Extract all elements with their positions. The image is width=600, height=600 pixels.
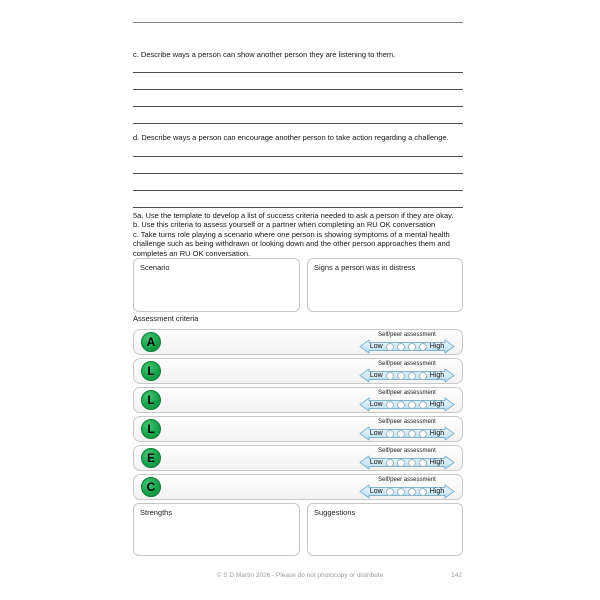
- assessment-criteria-heading: Assessment criteria: [133, 314, 199, 323]
- rating-circle[interactable]: [419, 430, 427, 438]
- high-label: High: [429, 429, 445, 437]
- rating-arrow: [359, 484, 455, 499]
- instruction-line: b. Use this criteria to assess yourself or a partner when completing an RU OK conversation: [133, 220, 436, 230]
- rating-arrow: [359, 368, 455, 383]
- question-c-label: c. Describe ways a person can show another person they are listening to them.: [133, 50, 396, 59]
- rating-scale: [357, 476, 457, 499]
- header-rule: [133, 22, 463, 23]
- rating-circle[interactable]: [419, 401, 427, 409]
- rating-circle[interactable]: [397, 372, 405, 380]
- rating-circle[interactable]: [408, 372, 416, 380]
- page-number: 142: [451, 572, 462, 579]
- rating-scale: [357, 389, 457, 412]
- assessment-row: [133, 329, 463, 355]
- instruction-line: completes an RU OK conversation.: [133, 248, 251, 258]
- self-peer-assessment-label: Self/peer assessment: [378, 419, 436, 425]
- rating-circle[interactable]: [408, 430, 416, 438]
- rating-scale: [357, 360, 457, 383]
- signs-box[interactable]: [307, 258, 463, 312]
- rating-circle[interactable]: [408, 459, 416, 467]
- instruction-line: challenge such as being withdrawn or looking down and the other person approaches them and: [133, 239, 450, 249]
- answer-line[interactable]: [133, 106, 463, 107]
- criteria-letter-badge: A: [141, 332, 161, 352]
- answer-line[interactable]: [133, 173, 463, 174]
- question-d-label: d. Describe ways a person can encourage another person to take action regarding a challenge.: [133, 133, 449, 142]
- rating-circle[interactable]: [386, 430, 394, 438]
- rating-circle[interactable]: [408, 488, 416, 496]
- assessment-row: [133, 474, 463, 500]
- criteria-letter-badge: E: [141, 448, 161, 468]
- high-label: High: [429, 487, 445, 495]
- rating-circle[interactable]: [419, 372, 427, 380]
- rating-circle[interactable]: [386, 372, 394, 380]
- rating-scale: [357, 331, 457, 354]
- assessment-row: [133, 358, 463, 384]
- task-instructions: [133, 211, 463, 258]
- criteria-letter-badge: L: [141, 419, 161, 439]
- self-peer-assessment-label: Self/peer assessment: [378, 361, 436, 367]
- rating-circle[interactable]: [408, 343, 416, 351]
- low-label: Low: [369, 371, 383, 379]
- rating-circle[interactable]: [386, 343, 394, 351]
- strengths-box[interactable]: [133, 503, 300, 556]
- rating-arrow: [359, 426, 455, 441]
- rating-options: [368, 370, 446, 381]
- instruction-line: c. Take turns role playing a scenario where one person is showing symptoms of a mental health: [133, 229, 450, 239]
- suggestions-box[interactable]: [307, 503, 463, 556]
- answer-line[interactable]: [133, 123, 463, 124]
- rating-scale: [357, 447, 457, 470]
- answer-line[interactable]: [133, 207, 463, 208]
- rating-circle[interactable]: [397, 430, 405, 438]
- rating-options: [368, 428, 446, 439]
- strengths-box-label: Strengths: [140, 508, 173, 517]
- criteria-letter-badge: C: [141, 477, 161, 497]
- footer-copyright: © S D Martin 2026 - Please do not photocopy or distribute: [216, 572, 384, 579]
- low-label: Low: [369, 342, 383, 350]
- answer-line[interactable]: [133, 89, 463, 90]
- low-label: Low: [369, 487, 383, 495]
- assessment-rows: [133, 329, 463, 503]
- scenario-box[interactable]: [133, 258, 300, 312]
- self-peer-assessment-label: Self/peer assessment: [378, 390, 436, 396]
- scenario-box-label: Scenario: [140, 263, 170, 272]
- rating-circle[interactable]: [397, 488, 405, 496]
- rating-circle[interactable]: [408, 401, 416, 409]
- rating-circle[interactable]: [397, 459, 405, 467]
- instruction-line: 5a. Use the template to develop a list of success criteria needed to ask a person if they are okay.: [133, 211, 454, 220]
- low-label: Low: [369, 458, 383, 466]
- page-content: [133, 0, 463, 600]
- rating-options: [368, 341, 446, 352]
- answer-line[interactable]: [133, 72, 463, 73]
- rating-options: [368, 486, 446, 497]
- rating-circle[interactable]: [419, 488, 427, 496]
- criteria-letter-badge: L: [141, 390, 161, 410]
- self-peer-assessment-label: Self/peer assessment: [378, 448, 436, 454]
- assessment-row: [133, 387, 463, 413]
- rating-options: [368, 399, 446, 410]
- answer-line[interactable]: [133, 156, 463, 157]
- self-peer-assessment-label: Self/peer assessment: [378, 477, 436, 483]
- answer-line[interactable]: [133, 190, 463, 191]
- rating-circle[interactable]: [397, 401, 405, 409]
- signs-box-label: Signs a person was in distress: [314, 263, 416, 272]
- rating-circle[interactable]: [419, 343, 427, 351]
- high-label: High: [429, 371, 445, 379]
- rating-circle[interactable]: [386, 459, 394, 467]
- feedback-boxes-row: [133, 503, 463, 556]
- rating-arrow: [359, 397, 455, 412]
- rating-scale: [357, 418, 457, 441]
- assessment-row: [133, 416, 463, 442]
- rating-arrow: [359, 455, 455, 470]
- low-label: Low: [369, 400, 383, 408]
- high-label: High: [429, 458, 445, 466]
- rating-circle[interactable]: [386, 488, 394, 496]
- rating-circle[interactable]: [386, 401, 394, 409]
- rating-circle[interactable]: [419, 459, 427, 467]
- suggestions-box-label: Suggestions: [314, 508, 356, 517]
- assessment-row: [133, 445, 463, 471]
- self-peer-assessment-label: Self/peer assessment: [378, 332, 436, 338]
- rating-circle[interactable]: [397, 343, 405, 351]
- low-label: Low: [369, 429, 383, 437]
- rating-arrow: [359, 339, 455, 354]
- rating-options: [368, 457, 446, 468]
- high-label: High: [429, 400, 445, 408]
- high-label: High: [429, 342, 445, 350]
- criteria-letter-badge: L: [141, 361, 161, 381]
- template-boxes-row: [133, 258, 463, 312]
